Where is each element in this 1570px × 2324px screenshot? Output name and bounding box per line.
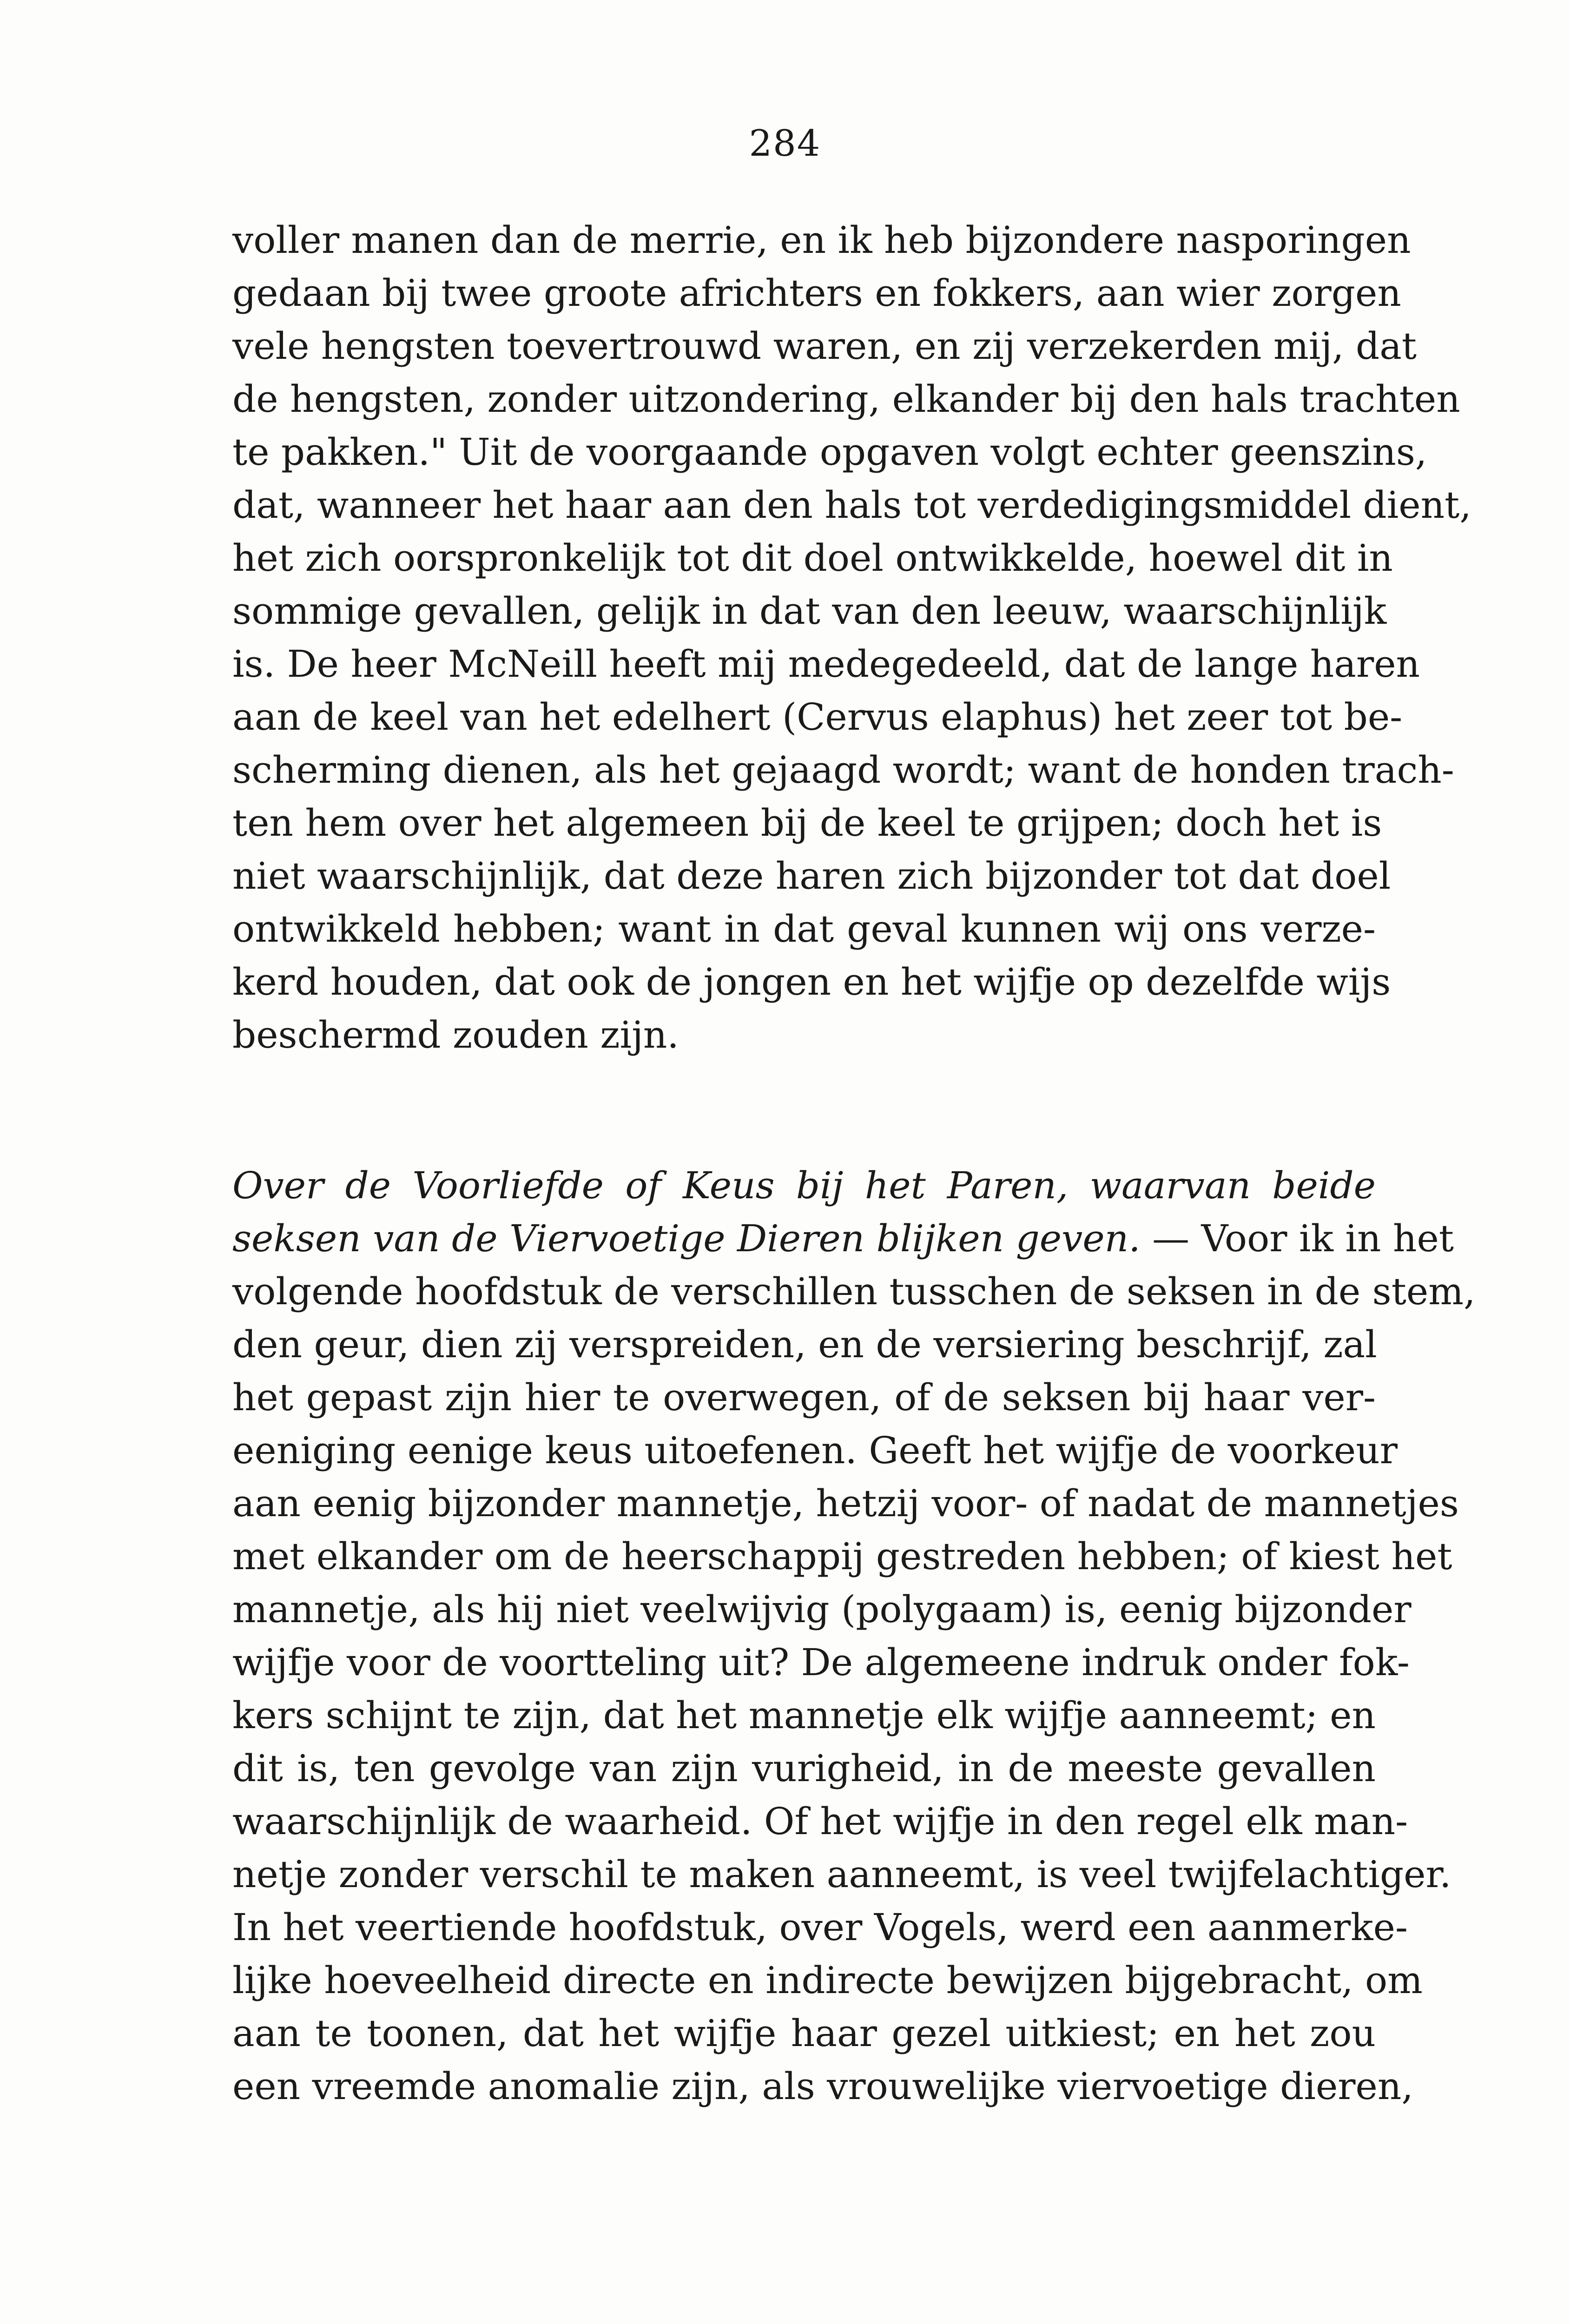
text-line: sommige gevallen, gelijk in dat van den leeuw, waarschijnlijk xyxy=(232,589,1387,633)
text-line: te pakken." Uit de voorgaande opgaven volgt echter geenszins, xyxy=(232,430,1427,474)
text-line: ten hem over het algemeen bij de keel te grijpen; doch het is xyxy=(232,801,1382,845)
body-text xyxy=(232,214,1476,2113)
text-line: netje zonder verschil te maken aanneemt, is veel twijfelachtiger. xyxy=(232,1853,1451,1896)
paragraph-gap xyxy=(232,1062,1376,1159)
text-line: niet waarschijnlijk, dat deze haren zich bijzonder tot dat doel xyxy=(232,854,1391,898)
text-line: volgende hoofdstuk de verschillen tusschen de seksen in de stem, xyxy=(232,1270,1476,1313)
page-number: 284 xyxy=(749,123,821,165)
text-line: het gepast zijn hier te overwegen, of de seksen bij haar ver- xyxy=(232,1376,1376,1419)
text-line: de hengsten, zonder uitzondering, elkander bij den hals trachten xyxy=(232,377,1460,421)
section-text-start: — Voor ik in het xyxy=(1140,1217,1454,1260)
text-line: den geur, dien zij verspreiden, en de versiering beschrijf, zal xyxy=(232,1323,1377,1366)
text-line: vele hengsten toevertrouwd waren, en zij verzekerden mij, dat xyxy=(232,324,1417,368)
text-line: aan te toonen, dat het wijfje haar gezel uitkiest; en het zou xyxy=(232,2012,1376,2055)
text-line: waarschijnlijk de waarheid. Of het wijfje in den regel elk man- xyxy=(232,1800,1408,1843)
text-line: aan de keel van het edelhert (Cervus elaphus) het zeer tot be- xyxy=(232,695,1403,739)
text-line: kers schijnt te zijn, dat het mannetje elk wijfje aanneemt; en xyxy=(232,1694,1376,1737)
section-heading-line xyxy=(232,1212,1454,1265)
paragraph-2 xyxy=(232,1159,1476,2113)
section-heading-italic: seksen van de Viervoetige Dieren blijken geven. xyxy=(232,1217,1141,1260)
text-line: In het veertiende hoofdstuk, over Vogels, werd een aanmerke- xyxy=(232,1906,1408,1949)
text-line: dit is, ten gevolge van zijn vurigheid, in de meeste gevallen xyxy=(232,1747,1376,1790)
text-line: eeniging eenige keus uitoefenen. Geeft het wijfje de voorkeur xyxy=(232,1429,1398,1472)
paragraph-1 xyxy=(232,214,1471,1062)
section-heading-line: Over de Voorliefde of Keus bij het Paren, waarvan beide xyxy=(232,1164,1376,1207)
text-line: kerd houden, dat ook de jongen en het wijfje op dezelfde wijs xyxy=(232,960,1391,1004)
text-line: aan eenig bijzonder mannetje, hetzij voor- of nadat de mannetjes xyxy=(232,1482,1459,1525)
text-line: beschermd zouden zijn. xyxy=(232,1013,679,1056)
text-line: is. De heer McNeill heeft mij medegedeeld, dat de lange haren xyxy=(232,642,1420,686)
text-line: een vreemde anomalie zijn, als vrouwelijke viervoetige dieren, xyxy=(232,2065,1413,2108)
text-line: lijke hoeveelheid directe en indirecte bewijzen bijgebracht, om xyxy=(232,1959,1423,2002)
text-line: wijfje voor de voortteling uit? De algemeene indruk onder fok- xyxy=(232,1641,1410,1684)
text-line: het zich oorspronkelijk tot dit doel ontwikkelde, hoewel dit in xyxy=(232,536,1393,580)
text-line: dat, wanneer het haar aan den hals tot verdedigingsmiddel dient, xyxy=(232,483,1471,527)
text-line: voller manen dan de merrie, en ik heb bijzondere nasporingen xyxy=(232,218,1411,262)
text-line: gedaan bij twee groote africhters en fokkers, aan wier zorgen xyxy=(232,271,1401,315)
text-line: scherming dienen, als het gejaagd wordt; want de honden trach- xyxy=(232,748,1454,792)
text-line: ontwikkeld hebben; want in dat geval kunnen wij ons verze- xyxy=(232,907,1376,951)
text-line: mannetje, als hij niet veelwijvig (polygaam) is, eenig bijzonder xyxy=(232,1588,1412,1631)
text-line: met elkander om de heerschappij gestreden hebben; of kiest het xyxy=(232,1535,1452,1578)
